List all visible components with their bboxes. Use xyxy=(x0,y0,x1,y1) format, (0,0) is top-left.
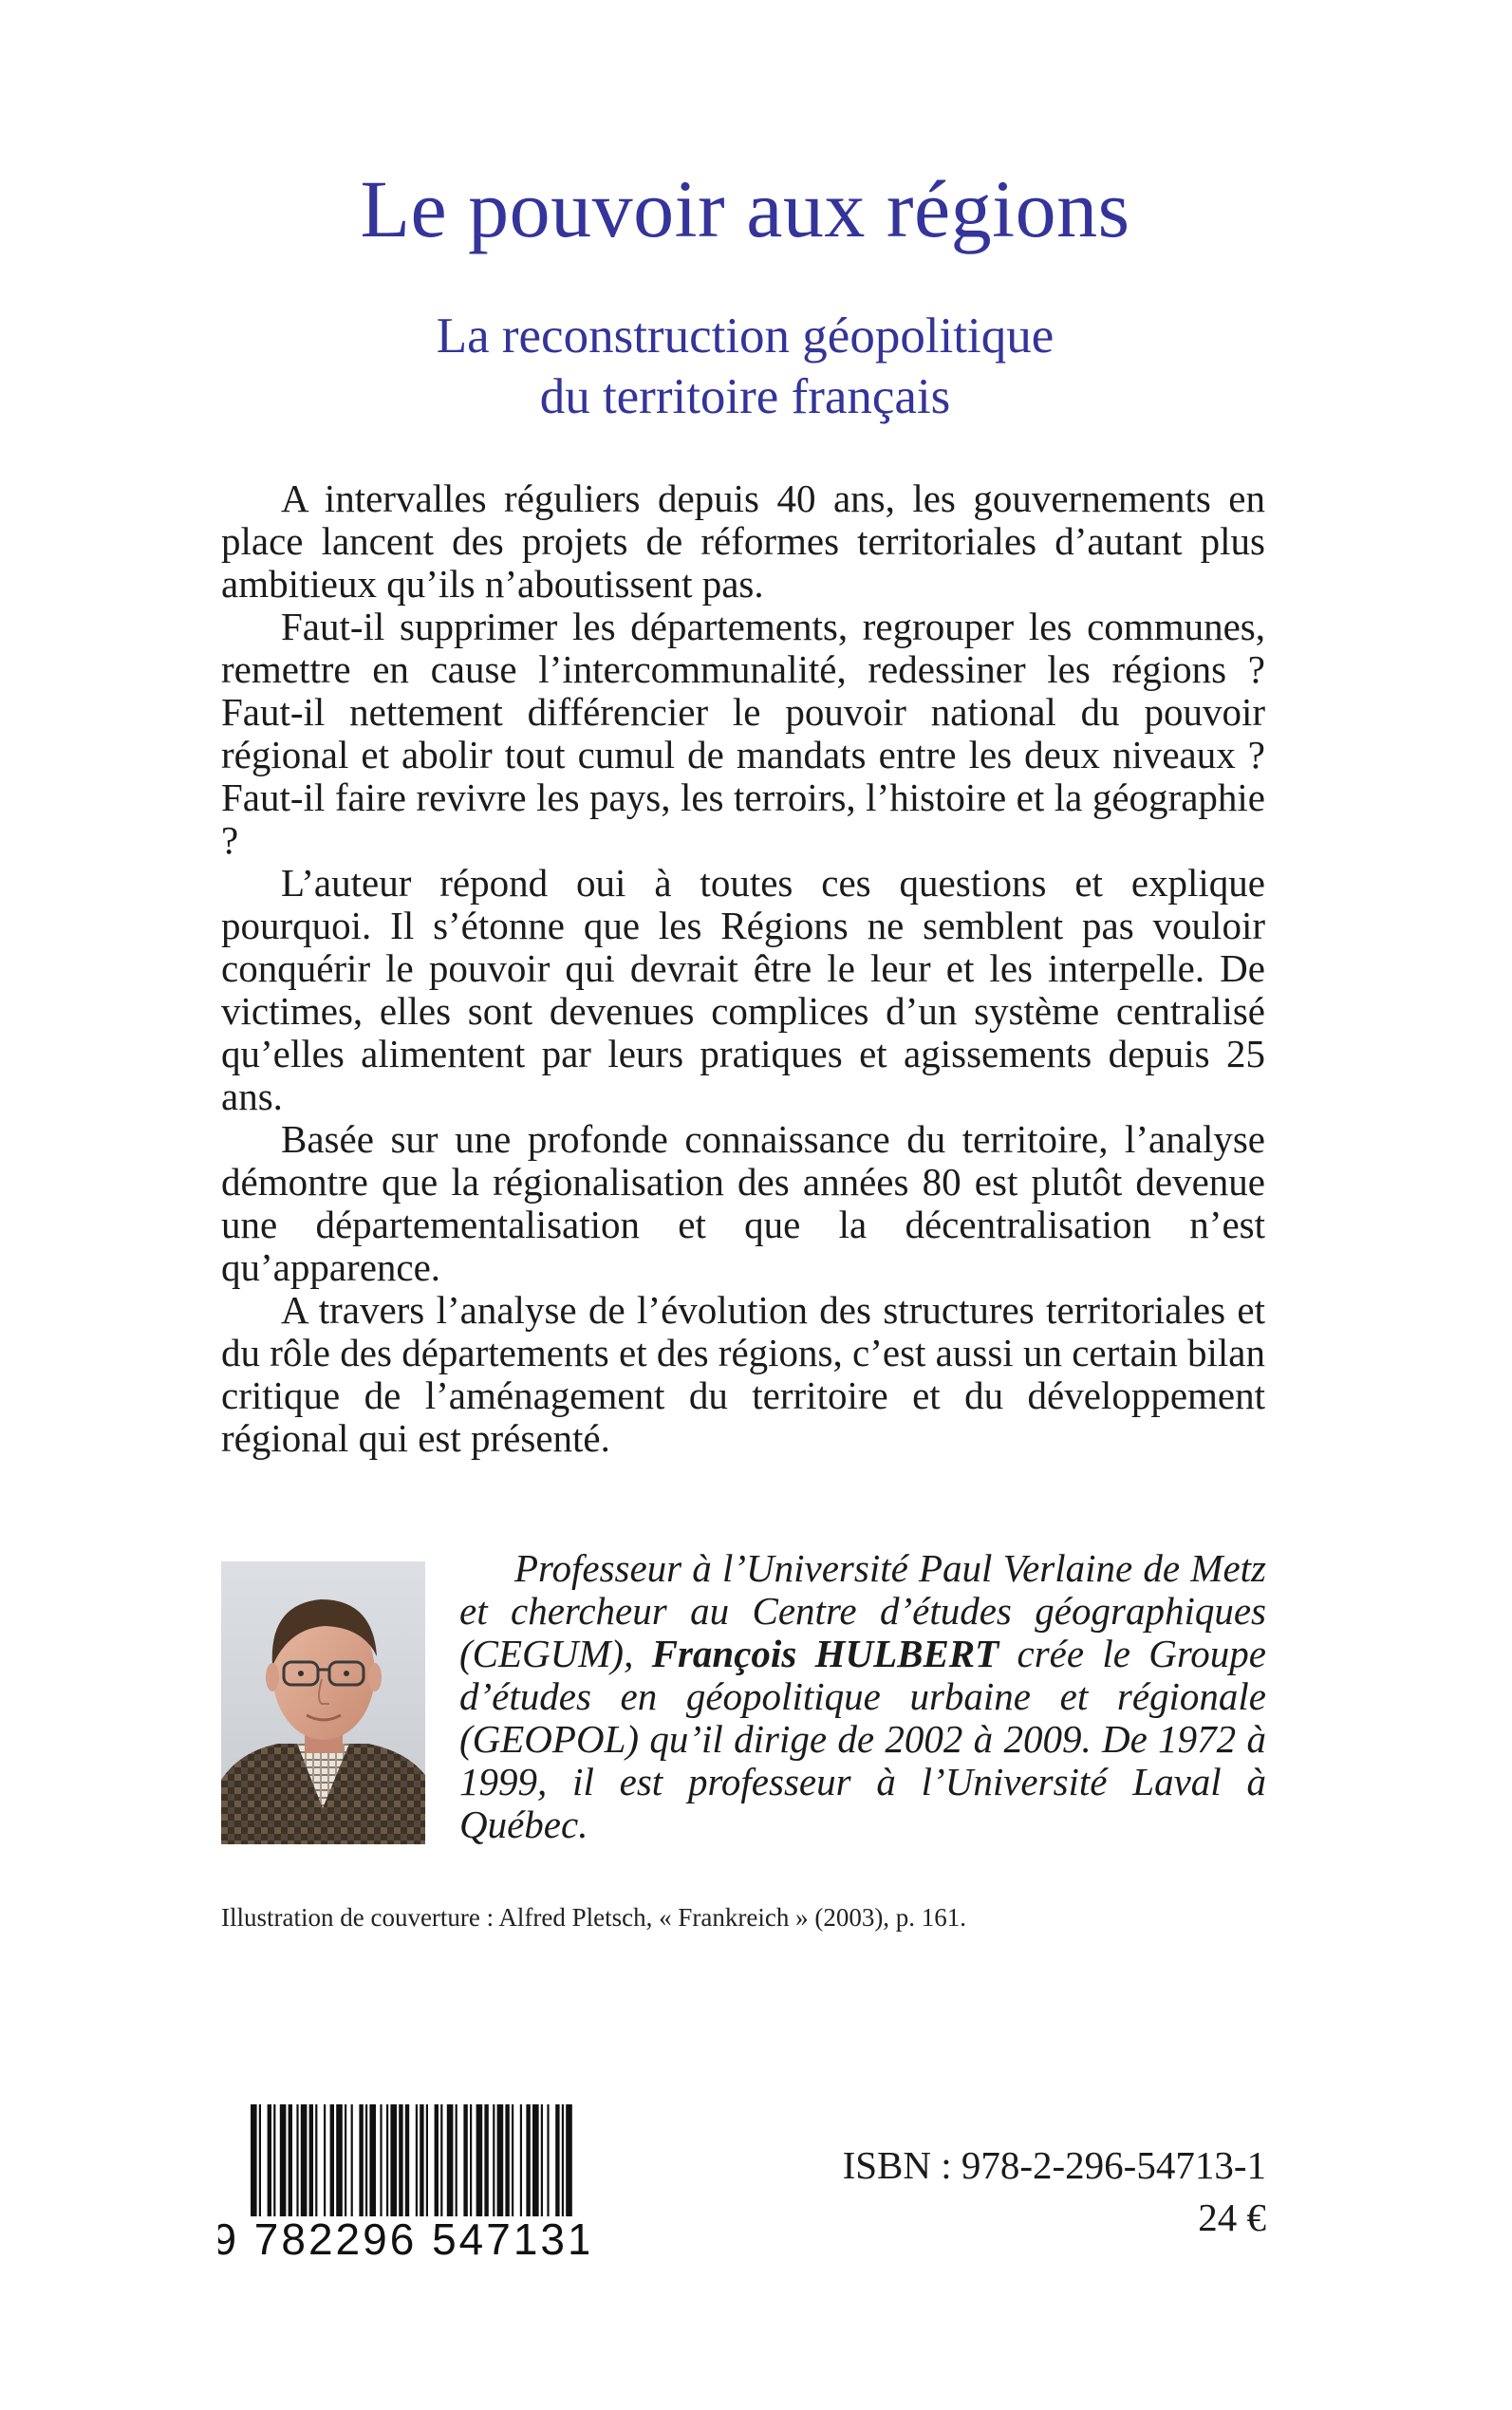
author-photo xyxy=(221,1561,425,1844)
blurb-paragraph: Faut-il supprimer les départements, regrouper les communes, remettre en cause l’intercommunalité, redessiner les régions ? Faut-il nettement différencier le pouvoir national du pouvoir régional et abolir tout cumul de mandats entre les deux niveaux ? Faut-il faire revivre les pays, les terroirs, l’histoire et la géographie ? xyxy=(221,605,1265,862)
barcode-bar xyxy=(426,2104,428,2216)
author-name: François HULBERT xyxy=(651,1632,999,1675)
barcode-bar xyxy=(309,2104,313,2216)
barcode-bar xyxy=(484,2104,488,2216)
barcode-bar xyxy=(526,2104,530,2216)
blurb-paragraph: Basée sur une profonde connaissance du territoire, l’analyse démontre que la régionalisation des années 80 est plutôt devenue une départementalisation et que la décentralisation n’est qu’apparence. xyxy=(221,1117,1265,1289)
barcode-bar xyxy=(456,2104,457,2216)
barcode-bar xyxy=(399,2104,402,2216)
barcode-bar xyxy=(280,2104,287,2216)
barcode-bar xyxy=(470,2104,472,2216)
book-title: Le pouvoir aux régions xyxy=(360,163,1130,254)
barcode-bar xyxy=(555,2104,559,2216)
book-subtitle xyxy=(0,306,1490,427)
barcode-bar xyxy=(547,2104,549,2216)
barcode-bar xyxy=(405,2104,409,2216)
barcode-bar xyxy=(365,2104,367,2216)
bio-text: Professeur à l’Université Paul Verlaine de Metz et chercheur au Centre d’études géographiques (CEGUM), xyxy=(459,1546,1266,1675)
barcode-bar xyxy=(336,2104,343,2216)
barcode-bar xyxy=(512,2104,513,2216)
bio-text: crée le Groupe d’études en géopolitique urbaine et régionale (GEOPOL) qu’il dirige de 2002 à 2009. De 1972 à 1999, il est professeur à l’Université Laval à Québec. xyxy=(459,1632,1266,1846)
subtitle-line-1: La reconstruction géopolitique xyxy=(436,308,1055,364)
barcode-bar xyxy=(351,2104,353,2216)
barcode-bar xyxy=(380,2104,382,2216)
barcode-bar xyxy=(345,2104,346,2216)
subtitle-line-2: du territoire français xyxy=(539,369,951,424)
cover-illustration-credit: Illustration de couverture : Alfred Pletsch, « Frankreich » (2003), p. 161. xyxy=(221,1903,967,1932)
barcode-digits: 9 782296 547131 xyxy=(218,2214,588,2262)
barcode-bar xyxy=(520,2104,522,2216)
barcode-bar xyxy=(447,2104,454,2216)
barcode-bar xyxy=(463,2104,467,2216)
price: 24 € xyxy=(1198,2195,1266,2239)
barcode-bar xyxy=(440,2104,442,2216)
isbn-number: ISBN : 978-2-296-54713-1 xyxy=(842,2143,1266,2187)
barcode-bar xyxy=(541,2104,543,2216)
blurb-paragraph: A travers l’analyse de l’évolution des structures territoriales et du rôle des départements et des régions, c’est aussi un certain bilan critique de l’aménagement du territoire et du développement régional qui est présenté. xyxy=(221,1288,1265,1460)
isbn-barcode xyxy=(218,2101,588,2262)
barcode-bar xyxy=(562,2104,564,2216)
barcode-bar xyxy=(324,2104,326,2216)
barcode-bar xyxy=(566,2104,572,2216)
barcode-bar xyxy=(416,2104,418,2216)
barcode-bar xyxy=(315,2104,317,2216)
blurb xyxy=(221,477,1265,1460)
barcode-bar xyxy=(330,2104,334,2216)
barcode-bar xyxy=(301,2104,308,2216)
barcode-bar xyxy=(532,2104,539,2216)
author-bio xyxy=(459,1547,1266,1846)
barcode-bar xyxy=(359,2104,363,2216)
barcode-bar xyxy=(386,2104,388,2216)
barcode-bar xyxy=(259,2104,261,2216)
barcode-bar xyxy=(420,2104,423,2216)
barcode-bar xyxy=(369,2104,376,2216)
barcode-bar xyxy=(296,2104,298,2216)
barcode-bar xyxy=(268,2104,271,2216)
barcode-bar xyxy=(505,2104,509,2216)
barcode-bar xyxy=(476,2104,483,2216)
barcode-bar xyxy=(289,2104,292,2216)
barcode-bar xyxy=(251,2104,257,2216)
blurb-paragraph: L’auteur répond oui à toutes ces questions et explique pourquoi. Il s’étonne que les Régions ne semblent pas vouloir conquérir le pouvoir qui devrait être le leur et les interpelle. De victimes, elles sont devenues complices d’un système centralisé qu’elles alimentent par leurs pratiques et agissements depuis 25 ans. xyxy=(221,861,1265,1118)
barcode-bar xyxy=(390,2104,397,2216)
barcode-bar xyxy=(497,2104,504,2216)
barcode-bar xyxy=(493,2104,495,2216)
barcode-bar xyxy=(273,2104,275,2216)
blurb-paragraph: A intervalles réguliers depuis 40 ans, les gouvernements en place lancent des projets de réformes territoriales d’autant plus ambitieux qu’ils n’aboutissent pas. xyxy=(221,476,1265,606)
barcode-bar xyxy=(435,2104,439,2216)
